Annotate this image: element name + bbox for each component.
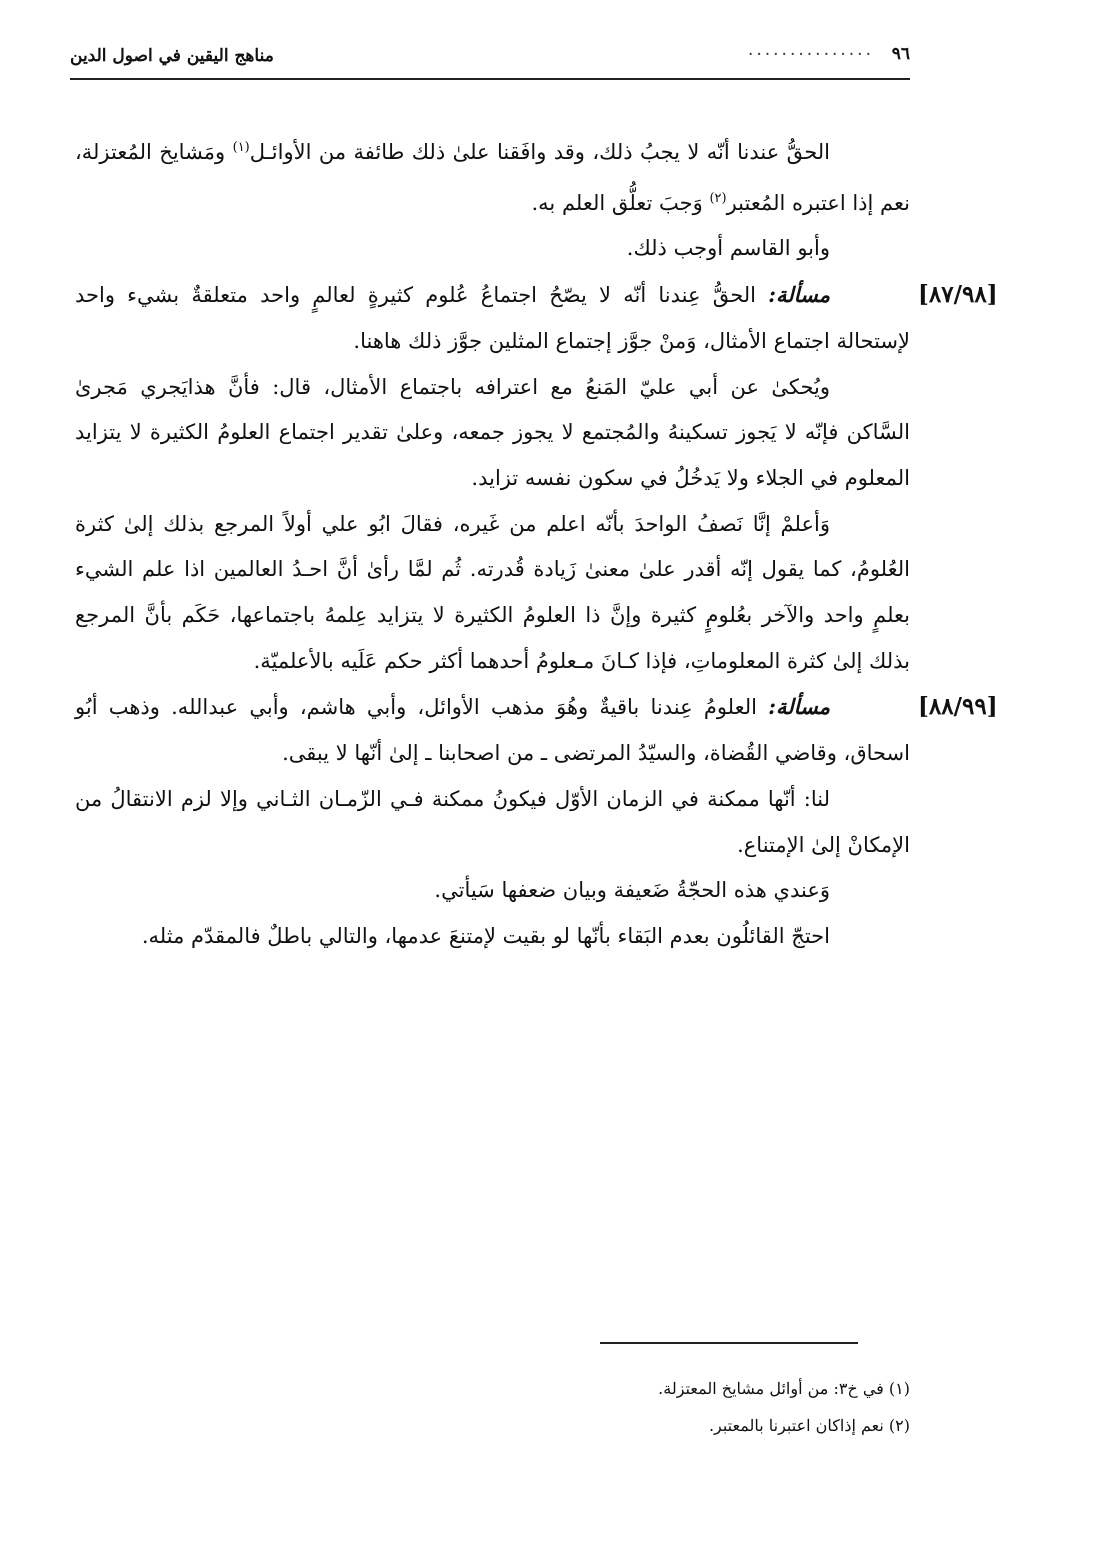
section-88 — [75, 684, 998, 776]
section-87-number: [٨٧/٩٨] — [918, 281, 998, 309]
footnote-ref-1[interactable]: (١) — [232, 140, 250, 155]
section-87-body: الحقُّ عِندنا أنّه لا يصّحُ اجتماعُ عُلوم كثيرةٍ لعالمٍ واحد متعلقةٌ بشيء واحد لإستحالة اجتماع الأمثال، وَمنْ جوَّز إجتماع المثلين جوَّز ذلك هاهنا. — [75, 283, 910, 353]
section-87 — [75, 272, 998, 364]
section-88-keyword: مسألة: — [768, 694, 830, 720]
paragraph-4: ويُحكىٰ عن أبي عليّ المَنعُ مع اعترافه باجتماع الأمثال، قال: فأنَّ هذايَجري مَجرىٰ السَّاكن فإنّه لا يَجوز تسكينهُ والمُجتمع لا يجوز جمعه، وعلىٰ تقدير اجتماع العلومُ الكثيرة لا يتزايد المعلوم في الجلاء ولا يَدخُلُ في سكون نفسه تزايد. — [75, 374, 910, 490]
main-text — [75, 125, 998, 960]
footnote-separator — [600, 1342, 858, 1344]
paragraph-8: وَعندي هذه الحجّةُ ضَعيفة وبيان ضعفها سَيأتي. — [434, 878, 830, 903]
paragraph-5: وَأعلمْ إنَّا نَصفُ الواحدَ بأنّه اعلم من غَيره، فقالَ ابُو علي أولاً المرجع بذلك إلىٰ كثرة العُلومُ، كما يقول إنّه أقدر علىٰ معنىٰ زَيادة قُدرته. ثُم لمَّا رأىٰ أنَّ احـدُ العالمين اذا علم الشيء بعلمٍ واحد والآخر بعُلومٍ كثيرة وإنَّ ذا العلومُ الكثيرة لا يتزايد عِلمهُ باجتماعها، حَكَم بأنَّ المرجع بذلك إلىٰ كثرة المعلوماتِ، فإذا كـانَ مـعلومُ أحدهما أكثر حكم عَلَيه بالأعلميّة. — [75, 511, 910, 673]
paragraph-1-line-1: الحقُّ عندنا أنّه لا يجبُ ذلك، وقد وافَقنا علىٰ ذلك طائفة من الأوائـل — [249, 140, 830, 164]
paragraph-1-line-2b: وَجبَ تعلُّق العلم به. — [531, 190, 710, 215]
footnote-2: (٢) نعم إذاكان اعتبرنا بالمعتبر. — [708, 1416, 910, 1435]
header-dots: ............... — [747, 40, 874, 60]
section-87-keyword: مسألة: — [768, 282, 830, 308]
section-88-body: العلومُ عِندنا باقيةٌ وهُوَ مذهب الأوائل، وأبي هاشم، وأبي عبدالله. وذهب أبُو اسحاق، وقاضي القُضاة، والسيّدُ المرتضى ـ من اصحابنا ـ إلىٰ أنّها لا يبقى. — [75, 695, 910, 766]
paragraph-7: لنا: أنّها ممكنة في الزمان الأوّل فيكونُ ممكنة فـي الزّمـان الثـاني وإلا لزم الانتقالُ من الإمكانْ إلىٰ الإمتناع. — [75, 786, 910, 857]
paragraph-1 — [75, 125, 910, 226]
footnote-1: (١) في خ٣: من أوائل مشايخ المعتزلة. — [658, 1379, 910, 1398]
footnotes — [440, 1370, 910, 1444]
section-88-number: [٨٨/٩٩] — [918, 693, 998, 721]
footnote-ref-2[interactable]: (٢) — [709, 190, 727, 206]
paragraph-9: احتجّ القائلُون بعدم البَقاء بأنّها لو بقيت لإمتنعَ عدمها، والتالي باطلٌ فالمقدّم مثله. — [141, 923, 830, 948]
running-header — [70, 38, 910, 80]
page-number: ٩٦ — [891, 44, 910, 64]
paragraph-2: وأبو القاسم أوجب ذلك. — [626, 236, 830, 261]
paragraph-1-line-2a: ومَشايخ المُعتزلة، نعم إذا اعتبره المُعتبر — [75, 140, 910, 215]
section-88-text — [75, 684, 910, 776]
section-87-text — [75, 272, 910, 364]
book-title: مناهج اليقين في اصول الدين — [70, 46, 274, 66]
